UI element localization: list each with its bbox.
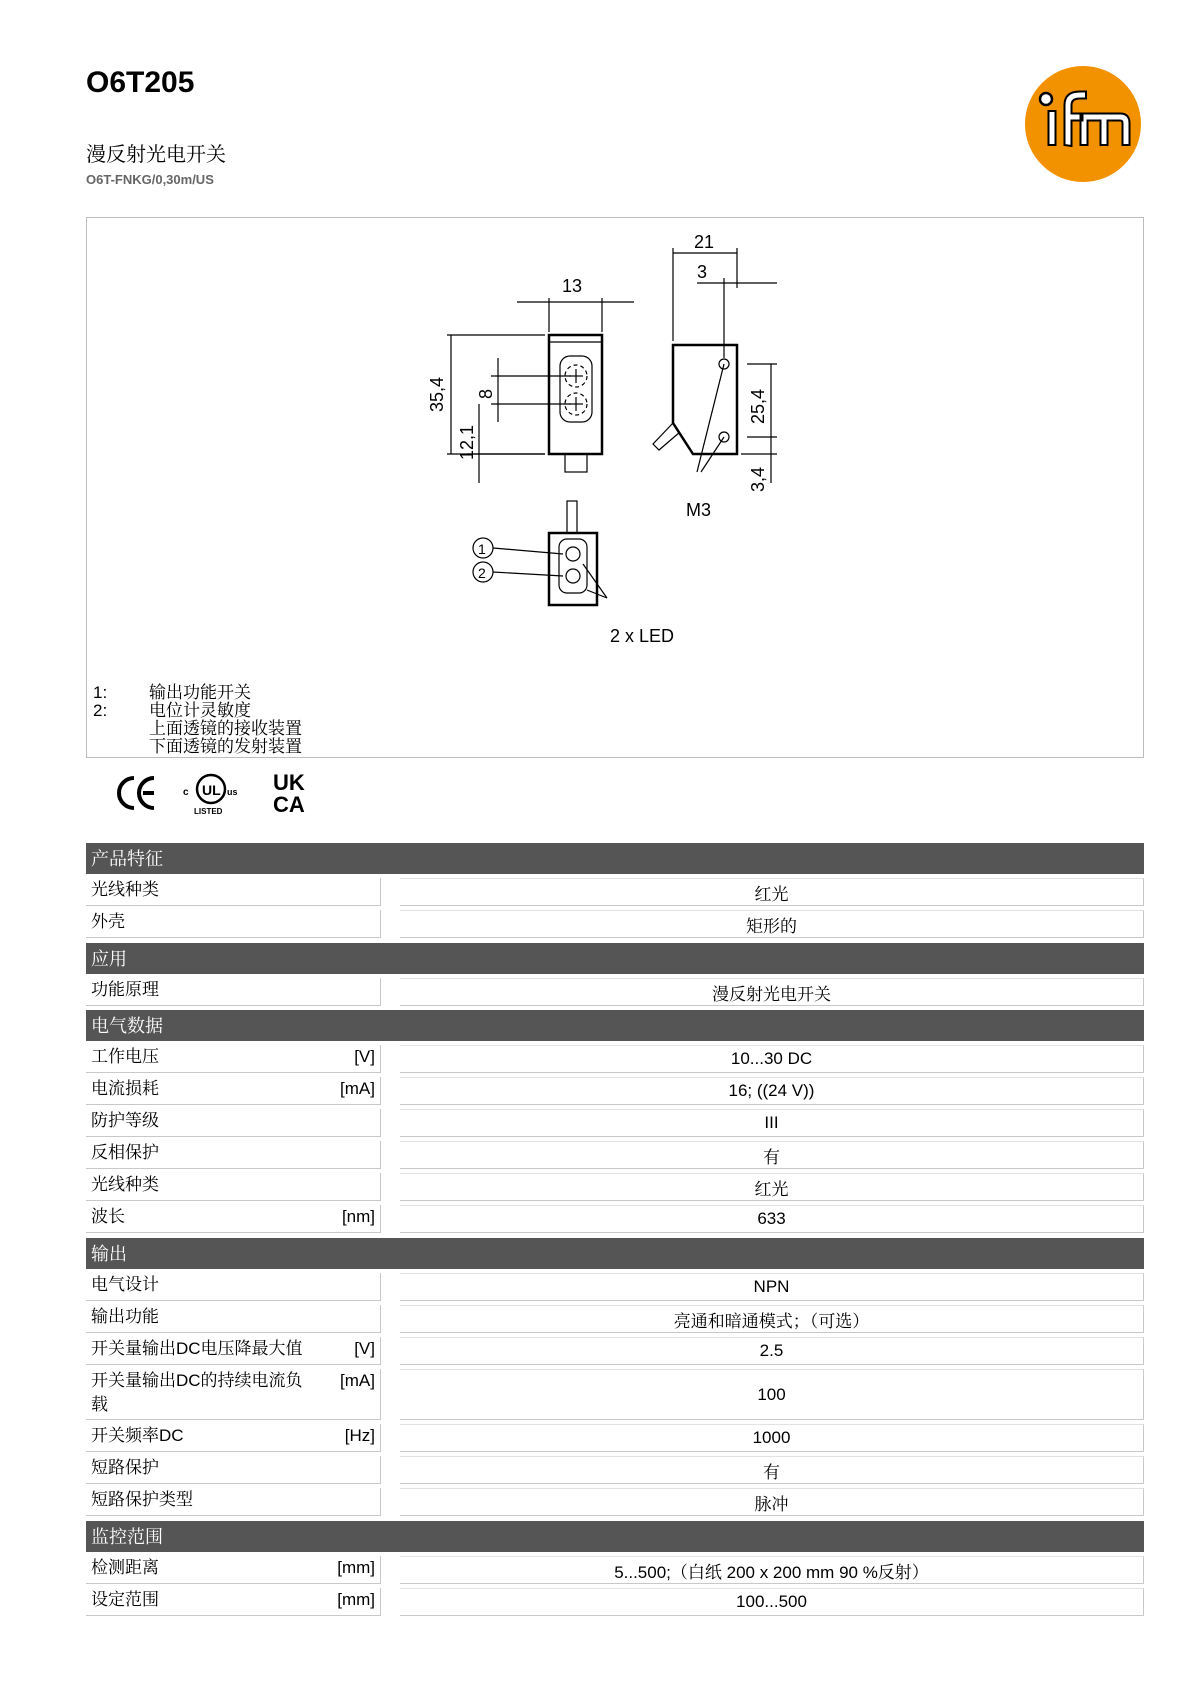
spec-label: 功能原理 xyxy=(91,980,159,999)
svg-text:CA: CA xyxy=(273,792,305,817)
dim-25-4-label: 25,4 xyxy=(748,388,768,424)
spec-row xyxy=(86,1109,1144,1137)
spec-table xyxy=(86,843,1144,1620)
spec-unit xyxy=(369,1273,375,1300)
spec-value: 亮通和暗通模式；（可选） xyxy=(400,1305,1144,1333)
svg-text:c: c xyxy=(183,787,189,798)
section-header: 输出 xyxy=(86,1238,1144,1269)
spec-label: 设定范围 xyxy=(91,1590,159,1609)
spec-row xyxy=(86,1369,1144,1420)
spec-unit xyxy=(369,978,375,1005)
spec-unit: [mA] xyxy=(340,1079,375,1098)
svg-text:us: us xyxy=(227,787,238,797)
svg-text:UK: UK xyxy=(273,770,305,795)
legend-item: 下面透镜的发射装置 xyxy=(149,737,302,756)
spec-label: 电气设计 xyxy=(91,1275,159,1294)
spec-unit: [mm] xyxy=(337,1558,375,1577)
legend-item: 上面透镜的接收装置 xyxy=(149,719,302,738)
led-label: 2 x LED xyxy=(610,626,675,646)
legend-item: 2: 电位计灵敏度 xyxy=(93,701,251,720)
ce-mark-icon xyxy=(119,778,154,808)
dim-3-4-label: 3,4 xyxy=(748,466,768,492)
dimension-drawing xyxy=(87,218,1143,757)
dim-12-1-label: 12,1 xyxy=(457,424,477,460)
spec-row xyxy=(86,1205,1144,1233)
svg-text:UL: UL xyxy=(202,782,221,798)
spec-unit: [V] xyxy=(354,1339,375,1358)
spec-row xyxy=(86,878,1144,906)
spec-row xyxy=(86,1337,1144,1365)
dimension-drawing-frame xyxy=(86,217,1144,758)
spec-unit: [mA] xyxy=(340,1371,375,1390)
spec-row xyxy=(86,910,1144,938)
dim-13-label: 13 xyxy=(562,276,583,296)
spec-row xyxy=(86,1556,1144,1584)
spec-label: 工作电压 xyxy=(91,1047,159,1066)
spec-value: 1000 xyxy=(400,1424,1144,1452)
legend-item: 1: 输出功能开关 xyxy=(93,683,251,702)
spec-value: 漫反射光电开关 xyxy=(400,978,1144,1006)
spec-label: 输出功能 xyxy=(91,1307,159,1326)
spec-row xyxy=(86,1424,1144,1452)
callout-1: 1 xyxy=(478,541,486,557)
drawing-legend xyxy=(93,684,302,756)
spec-value: III xyxy=(400,1109,1144,1137)
spec-value: 100 xyxy=(400,1369,1144,1420)
spec-label: 反相保护 xyxy=(91,1143,159,1162)
page-title: O6T205 xyxy=(86,66,195,99)
dim-35-4-label: 35,4 xyxy=(427,376,447,412)
svg-text:LISTED: LISTED xyxy=(194,807,223,816)
spec-label: 开关量输出DC电压降最大值 xyxy=(91,1339,303,1358)
section-header: 电气数据 xyxy=(86,1010,1144,1041)
spec-value: 5...500;（白纸 200 x 200 mm 90 %反射） xyxy=(400,1556,1144,1584)
spec-unit xyxy=(369,1173,375,1200)
spec-row xyxy=(86,1488,1144,1516)
section-header: 产品特征 xyxy=(86,843,1144,874)
spec-label: 短路保护类型 xyxy=(91,1490,193,1509)
spec-label: 波长 xyxy=(91,1207,125,1226)
spec-value: 2.5 xyxy=(400,1337,1144,1365)
spec-label: 光线种类 xyxy=(91,880,159,899)
spec-row xyxy=(86,1173,1144,1201)
certification-marks xyxy=(110,768,330,818)
spec-value: 矩形的 xyxy=(400,910,1144,938)
spec-unit xyxy=(369,910,375,937)
spec-unit xyxy=(369,1141,375,1168)
spec-label: 开关频率DC xyxy=(91,1426,184,1445)
callout-2: 2 xyxy=(478,565,486,581)
spec-row xyxy=(86,1141,1144,1169)
spec-unit xyxy=(369,1488,375,1515)
spec-value: 有 xyxy=(400,1141,1144,1169)
spec-label: 开关量输出DC的持续电流负载 xyxy=(91,1371,303,1414)
spec-unit xyxy=(369,1456,375,1483)
spec-value: 有 xyxy=(400,1456,1144,1484)
spec-row xyxy=(86,1305,1144,1333)
spec-label: 电流损耗 xyxy=(91,1079,159,1098)
spec-value: NPN xyxy=(400,1273,1144,1301)
spec-unit: [Hz] xyxy=(344,1426,375,1445)
dim-21-label: 21 xyxy=(694,232,715,252)
article-code: O6T-FNKG/0,30m/US xyxy=(86,172,214,187)
spec-row xyxy=(86,978,1144,1006)
spec-value: 红光 xyxy=(400,878,1144,906)
spec-label: 检测距离 xyxy=(91,1558,159,1577)
spec-row xyxy=(86,1273,1144,1301)
ul-listed-icon xyxy=(183,775,238,816)
spec-label: 光线种类 xyxy=(91,1175,159,1194)
spec-row xyxy=(86,1077,1144,1105)
dim-8-label: 8 xyxy=(476,388,496,399)
spec-label: 防护等级 xyxy=(91,1111,159,1130)
m3-label: M3 xyxy=(686,500,712,520)
spec-value: 16; ((24 V)) xyxy=(400,1077,1144,1105)
spec-row xyxy=(86,1588,1144,1616)
spec-row xyxy=(86,1045,1144,1073)
spec-unit: [V] xyxy=(354,1047,375,1066)
spec-value: 10...30 DC xyxy=(400,1045,1144,1073)
section-header: 应用 xyxy=(86,943,1144,974)
dim-3-label: 3 xyxy=(697,262,708,282)
ifm-logo xyxy=(1024,65,1142,183)
spec-label: 外壳 xyxy=(91,912,125,931)
spec-value: 脉冲 xyxy=(400,1488,1144,1516)
spec-value: 100...500 xyxy=(400,1588,1144,1616)
spec-unit: [nm] xyxy=(341,1207,375,1226)
ukca-mark-icon xyxy=(273,770,305,817)
section-header: 监控范围 xyxy=(86,1521,1144,1552)
spec-unit xyxy=(369,878,375,905)
spec-unit xyxy=(369,1305,375,1332)
spec-value: 红光 xyxy=(400,1173,1144,1201)
spec-row xyxy=(86,1456,1144,1484)
spec-unit xyxy=(369,1109,375,1136)
spec-unit: [mm] xyxy=(337,1590,375,1609)
spec-label: 短路保护 xyxy=(91,1458,159,1477)
spec-value: 633 xyxy=(400,1205,1144,1233)
product-subtitle: 漫反射光电开关 xyxy=(86,144,226,166)
